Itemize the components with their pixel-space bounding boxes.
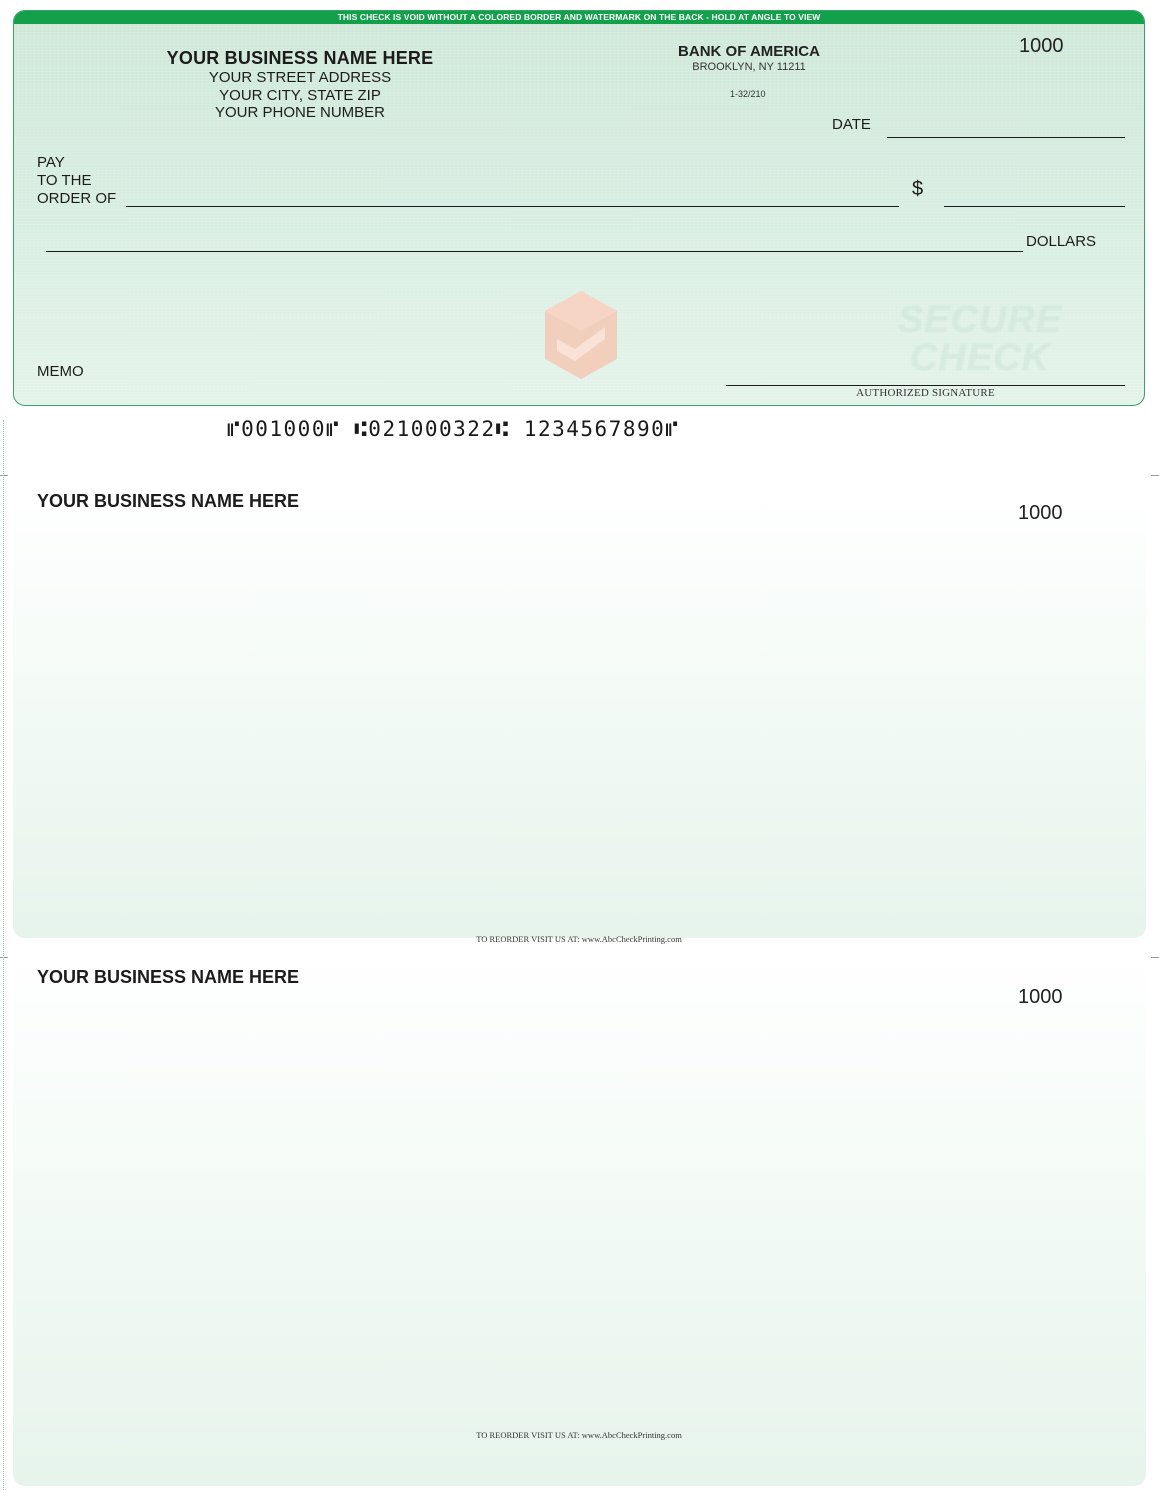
business-info	[164, 48, 436, 122]
stub-check-number: 1000	[1018, 986, 1063, 1008]
watermark-line2: CHECK	[909, 337, 1051, 379]
routing-fraction: 1-32/210	[730, 89, 766, 99]
shield-icon	[541, 289, 621, 381]
memo-label: MEMO	[37, 363, 84, 380]
business-name: YOUR BUSINESS NAME HERE	[166, 48, 434, 68]
watermark-line1: SECURE	[897, 299, 1063, 341]
dollars-label: DOLLARS	[1026, 233, 1097, 250]
reorder-text: TO REORDER VISIT US AT: www.AbcCheckPrinting.com	[476, 934, 682, 944]
business-street: YOUR STREET ADDRESS	[208, 69, 392, 86]
stub-check-number: 1000	[1018, 502, 1063, 524]
dollar-sign: $	[912, 178, 924, 200]
business-phone: YOUR PHONE NUMBER	[214, 104, 386, 121]
pay-label-line3: ORDER OF	[37, 190, 117, 207]
amount-line[interactable]	[944, 206, 1125, 207]
bank-city: BROOKLYN, NY 11211	[692, 61, 806, 73]
perforation-mark-left	[0, 957, 8, 958]
signature-line[interactable]	[726, 385, 1125, 386]
stub-business-name: YOUR BUSINESS NAME HERE	[37, 491, 300, 511]
pay-to-label	[37, 154, 116, 208]
stub-business-name: YOUR BUSINESS NAME HERE	[37, 967, 300, 987]
perforation-mark-left	[0, 475, 8, 476]
bank-info	[664, 43, 834, 73]
pay-label-line1: PAY	[37, 154, 65, 171]
secure-check-watermark	[880, 301, 1080, 377]
pay-label-line2: TO THE	[37, 172, 92, 189]
reorder-text: TO REORDER VISIT US AT: www.AbcCheckPrinting.com	[476, 1430, 682, 1440]
void-warning-banner: THIS CHECK IS VOID WITHOUT A COLORED BORDER AND WATERMARK ON THE BACK - HOLD AT ANGLE TO VIEW	[14, 11, 1144, 24]
written-amount-line[interactable]	[46, 251, 1023, 252]
payee-line[interactable]	[126, 206, 899, 207]
check	[13, 10, 1145, 406]
check-number: 1000	[1019, 35, 1064, 57]
micr-line: ⑈001000⑈ ⑆021000322⑆ 1234567890⑈	[227, 417, 680, 441]
perforation-mark-right	[1151, 957, 1159, 958]
left-edge-guide	[3, 420, 4, 1490]
perforation-mark-right	[1151, 475, 1159, 476]
date-label: DATE	[832, 116, 871, 133]
bank-name: BANK OF AMERICA	[678, 43, 820, 60]
stub	[13, 952, 1146, 1486]
authorized-signature-label: AUTHORIZED SIGNATURE	[856, 387, 995, 399]
stub	[13, 490, 1146, 938]
date-line[interactable]	[887, 137, 1125, 138]
business-city: YOUR CITY, STATE ZIP	[219, 86, 381, 104]
